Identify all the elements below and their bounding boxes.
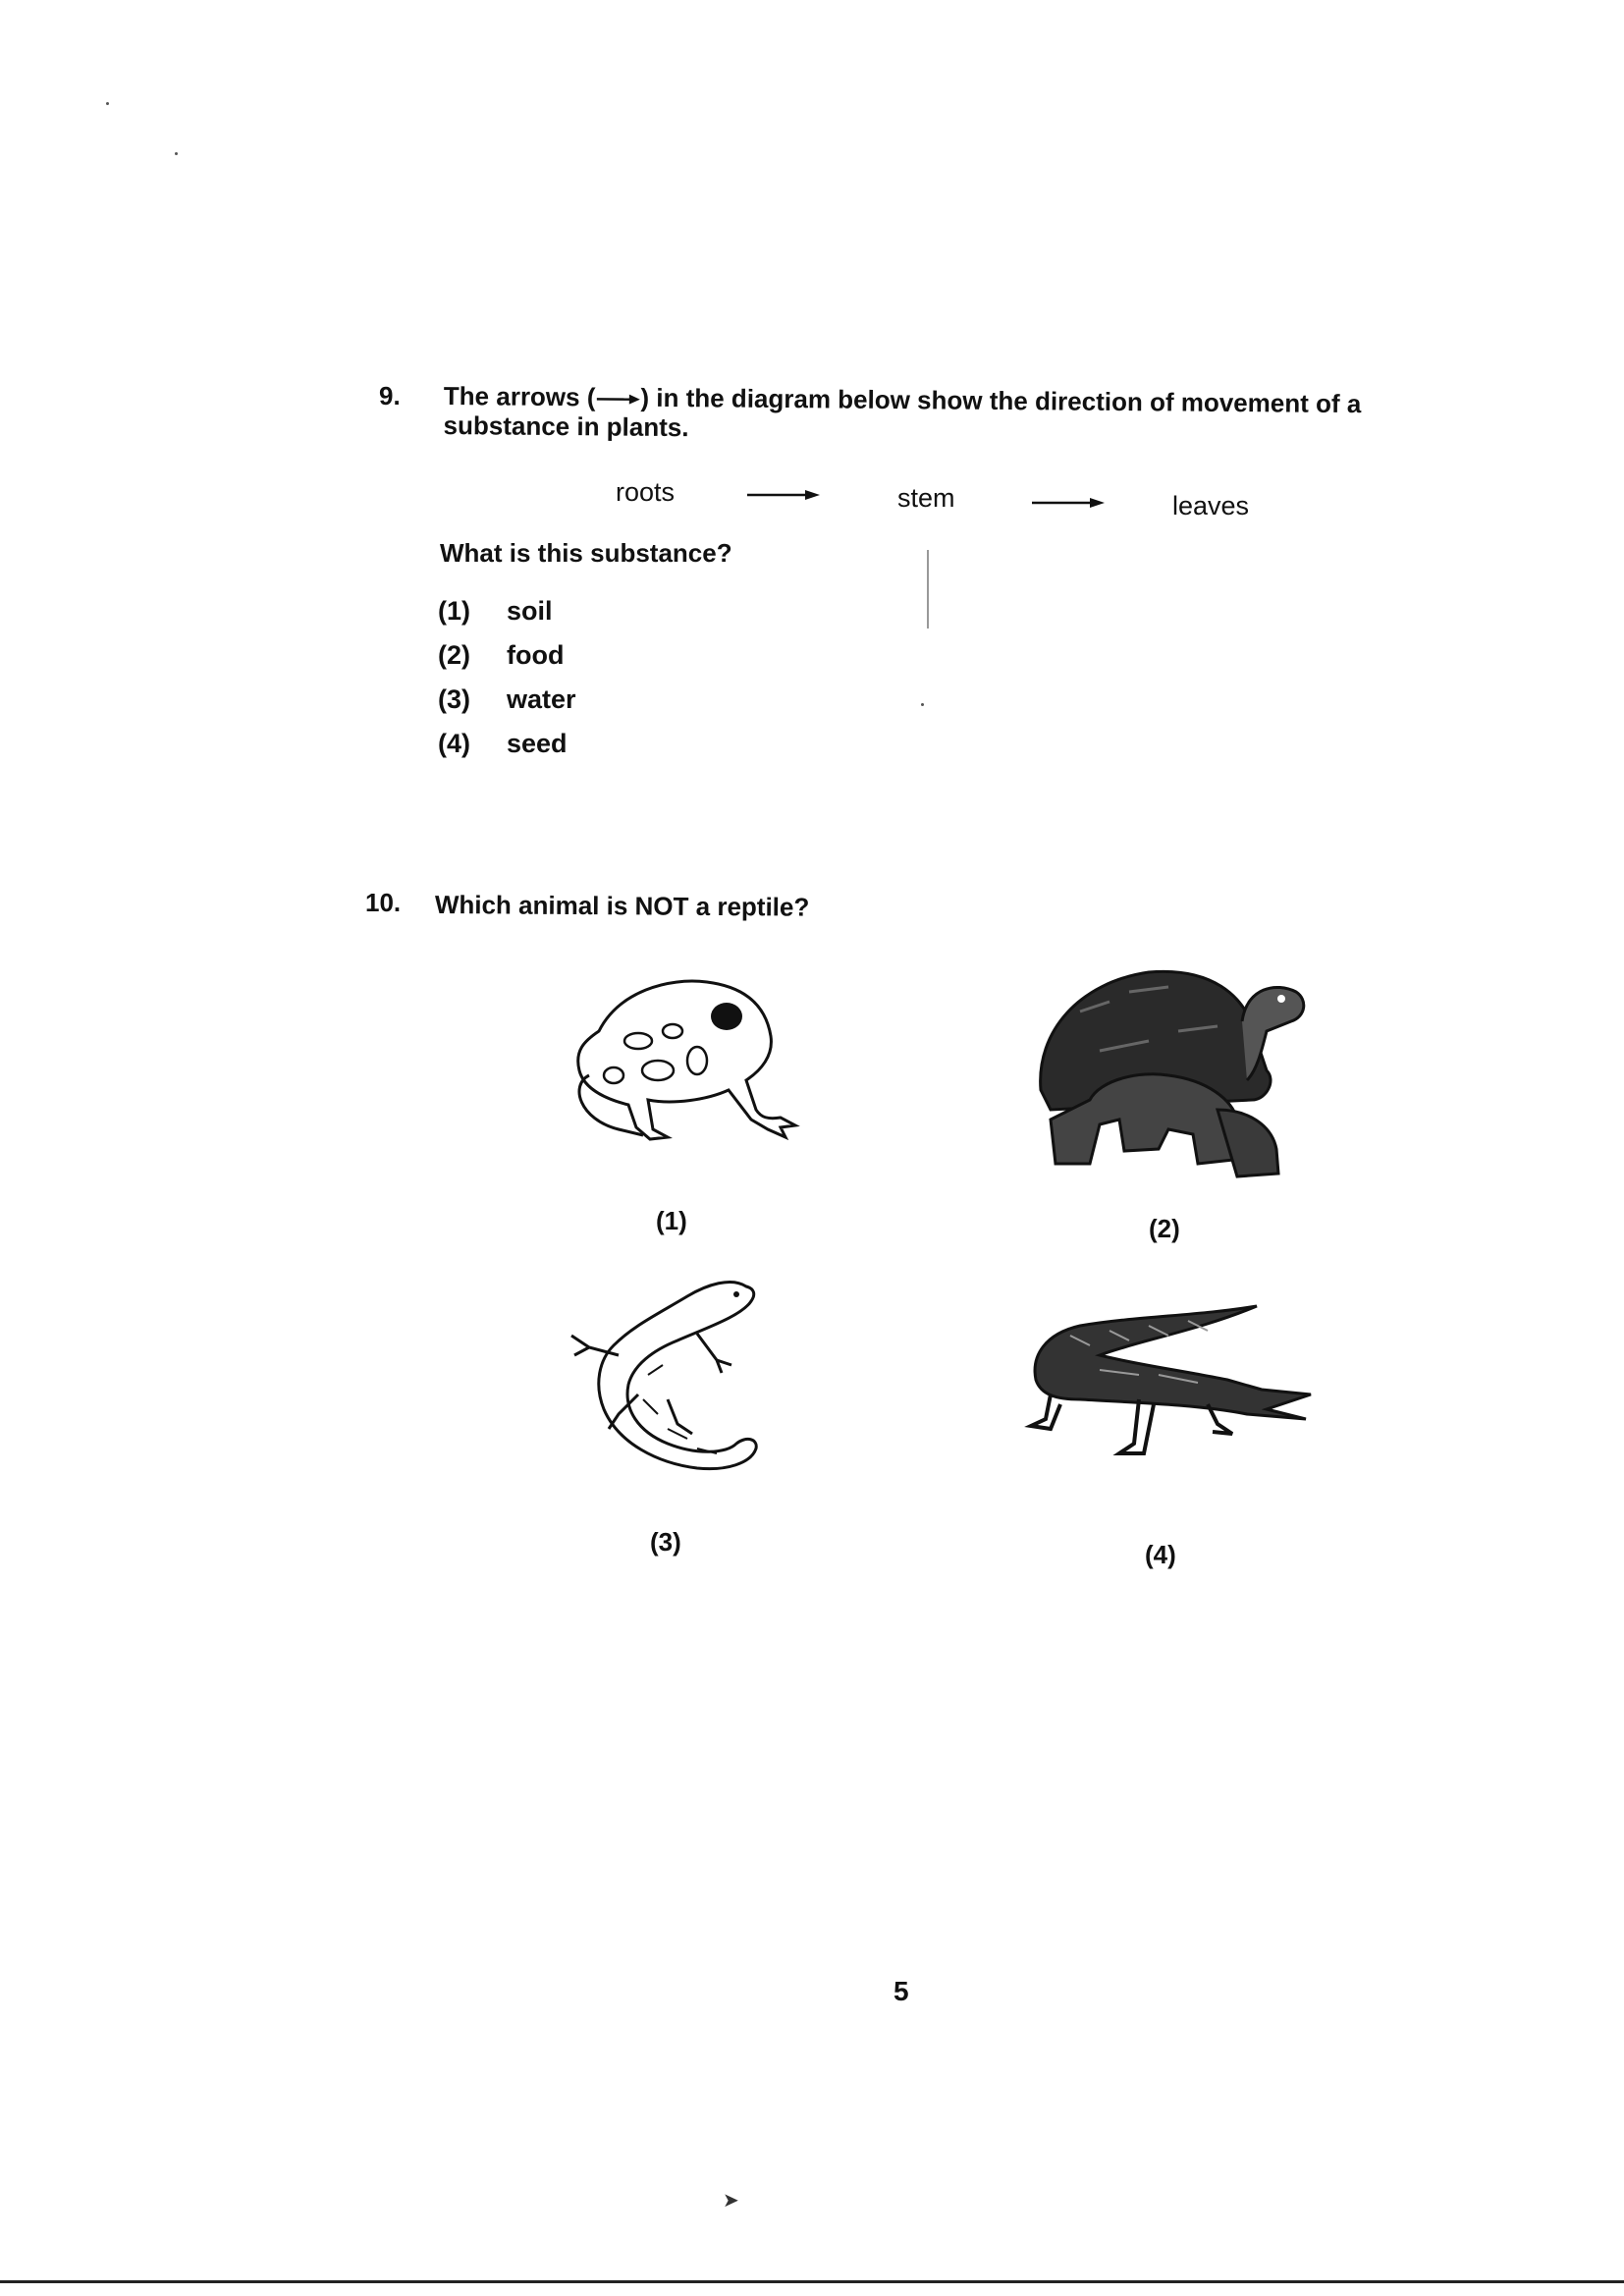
scan-mark xyxy=(921,703,924,706)
frog-icon[interactable] xyxy=(560,962,805,1149)
diagram-leaves: leaves xyxy=(1172,491,1250,520)
diagram-roots: roots xyxy=(616,477,676,507)
crocodile-icon[interactable] xyxy=(1021,1296,1316,1493)
page-bottom-border xyxy=(0,2280,1624,2283)
page-number: 5 xyxy=(893,1976,909,2006)
inline-arrow-icon xyxy=(595,392,640,406)
question-9-text-part1: The arrows ( xyxy=(443,381,596,412)
question-9-prompt: What is this substance? xyxy=(440,538,732,568)
image-label-2: (2) xyxy=(1149,1214,1180,1243)
option-4[interactable]: (4) seed xyxy=(438,729,568,758)
option-2[interactable]: (2) food xyxy=(438,640,565,670)
question-10-number: 10. xyxy=(365,888,402,917)
scan-mark xyxy=(106,102,109,105)
question-10-text: Which animal is NOT a reptile? xyxy=(434,890,810,922)
scan-mark: ➤ xyxy=(723,2190,739,2212)
option-3[interactable]: (3) water xyxy=(438,684,576,714)
question-9-text-line2: substance in plants. xyxy=(443,410,689,443)
tortoise-icon[interactable] xyxy=(1021,962,1316,1188)
question-9-text-part2: ) in the diagram below show the direction of movement of a xyxy=(640,382,1362,419)
image-label-4: (4) xyxy=(1145,1540,1176,1569)
question-9-text xyxy=(443,381,1385,448)
scan-mark xyxy=(927,550,929,629)
image-label-1: (1) xyxy=(656,1206,687,1235)
option-1[interactable]: (1) soil xyxy=(438,596,553,626)
image-label-3: (3) xyxy=(650,1527,681,1557)
arrow-right-icon xyxy=(746,487,821,503)
lizard-icon[interactable] xyxy=(550,1267,776,1483)
scan-mark xyxy=(175,152,178,155)
diagram-stem: stem xyxy=(897,483,955,513)
question-9-number: 9. xyxy=(379,381,401,410)
arrow-right-icon xyxy=(1031,495,1106,511)
